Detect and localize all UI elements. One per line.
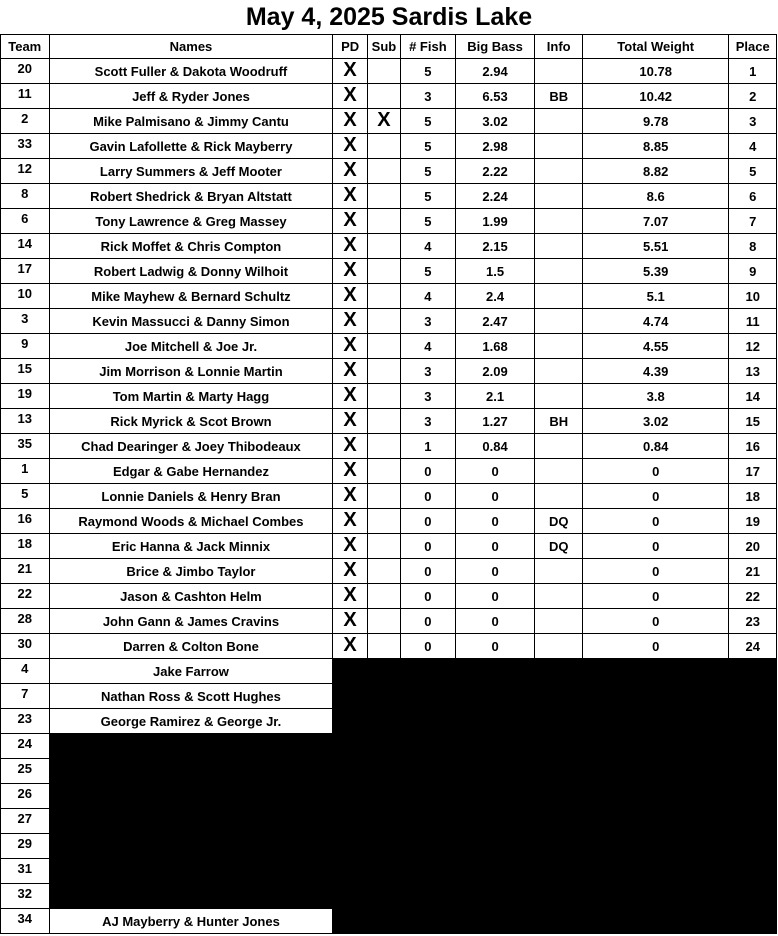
pd-mark: X (333, 609, 367, 634)
big-bass: 0.84 (455, 434, 535, 459)
big-bass: 2.94 (455, 59, 535, 84)
team-names: Darren & Colton Bone (49, 634, 333, 659)
fish-count: 4 (401, 284, 456, 309)
big-bass: 2.15 (455, 234, 535, 259)
team-number: 33 (1, 134, 50, 159)
team-names: Jason & Cashton Helm (49, 584, 333, 609)
table-row (1, 334, 777, 359)
team-names: Jeff & Ryder Jones (49, 84, 333, 109)
sub-mark (367, 209, 400, 234)
total-weight: 8.6 (582, 184, 729, 209)
table-row (1, 434, 777, 459)
info: BH (535, 409, 582, 434)
pd-mark: X (333, 534, 367, 559)
results-table (0, 34, 777, 934)
table-row (1, 284, 777, 309)
total-weight: 0.84 (582, 434, 729, 459)
total-weight: 0 (582, 484, 729, 509)
sub-mark (367, 509, 400, 534)
page-title: May 4, 2025 Sardis Lake (245, 3, 533, 31)
pd-mark: X (333, 184, 367, 209)
info (535, 359, 582, 384)
fish-count: 0 (401, 534, 456, 559)
sub-mark (367, 259, 400, 284)
pd-mark: X (333, 209, 367, 234)
table-row (1, 459, 777, 484)
info (535, 209, 582, 234)
team-number: 30 (1, 634, 50, 659)
sub-mark (367, 84, 400, 109)
table-row (1, 184, 777, 209)
table-row (1, 534, 777, 559)
header-row (1, 35, 777, 59)
place: 11 (729, 309, 777, 334)
sub-mark (367, 334, 400, 359)
info (535, 109, 582, 134)
total-weight: 4.55 (582, 334, 729, 359)
table-row (1, 59, 777, 84)
table-row (1, 84, 777, 109)
info (535, 609, 582, 634)
table-row (1, 584, 777, 609)
big-bass: 0 (455, 484, 535, 509)
info (535, 459, 582, 484)
team-names: Kevin Massucci & Danny Simon (49, 309, 333, 334)
header-total-weight: Total Weight (582, 35, 729, 59)
pd-mark: X (333, 309, 367, 334)
total-weight: 9.78 (582, 109, 729, 134)
header-big-bass: Big Bass (455, 35, 535, 59)
header-info: Info (535, 35, 582, 59)
header-pd: PD (333, 35, 367, 59)
total-weight: 0 (582, 559, 729, 584)
team-names: Jim Morrison & Lonnie Martin (49, 359, 333, 384)
place: 23 (729, 609, 777, 634)
team-number: 17 (1, 259, 50, 284)
place: 6 (729, 184, 777, 209)
table-row (1, 134, 777, 159)
sub-mark (367, 634, 400, 659)
team-number: 1 (1, 459, 50, 484)
total-weight: 0 (582, 634, 729, 659)
big-bass: 2.24 (455, 184, 535, 209)
fish-count: 0 (401, 484, 456, 509)
info (535, 59, 582, 84)
team-names: Robert Ladwig & Donny Wilhoit (49, 259, 333, 284)
pd-mark: X (333, 334, 367, 359)
table-row (1, 559, 777, 584)
sub-mark: X (367, 109, 400, 134)
team-names: Larry Summers & Jeff Mooter (49, 159, 333, 184)
team-names (49, 859, 333, 884)
team-names: Mike Mayhew & Bernard Schultz (49, 284, 333, 309)
header-sub: Sub (367, 35, 400, 59)
team-names (49, 734, 333, 759)
place: 8 (729, 234, 777, 259)
team-number: 18 (1, 534, 50, 559)
table-row (1, 509, 777, 534)
big-bass: 0 (455, 534, 535, 559)
team-number: 28 (1, 609, 50, 634)
team-names: Rick Myrick & Scot Brown (49, 409, 333, 434)
place: 15 (729, 409, 777, 434)
sub-mark (367, 434, 400, 459)
place: 16 (729, 434, 777, 459)
big-bass: 6.53 (455, 84, 535, 109)
team-names: Joe Mitchell & Joe Jr. (49, 334, 333, 359)
pd-mark: X (333, 509, 367, 534)
team-number: 3 (1, 309, 50, 334)
fish-count: 5 (401, 259, 456, 284)
team-number: 6 (1, 209, 50, 234)
fish-count: 0 (401, 584, 456, 609)
team-number: 10 (1, 284, 50, 309)
total-weight: 5.51 (582, 234, 729, 259)
team-number: 22 (1, 584, 50, 609)
team-number: 26 (1, 784, 50, 809)
fish-count: 0 (401, 509, 456, 534)
big-bass: 0 (455, 609, 535, 634)
info (535, 584, 582, 609)
pd-mark: X (333, 84, 367, 109)
sub-mark (367, 584, 400, 609)
header-names: Names (49, 35, 333, 59)
team-number: 19 (1, 384, 50, 409)
big-bass: 1.68 (455, 334, 535, 359)
big-bass: 2.47 (455, 309, 535, 334)
team-number: 9 (1, 334, 50, 359)
team-number: 29 (1, 834, 50, 859)
total-weight: 3.8 (582, 384, 729, 409)
table-row (1, 109, 777, 134)
table-row (1, 159, 777, 184)
team-number: 11 (1, 84, 50, 109)
info (535, 259, 582, 284)
team-number: 25 (1, 759, 50, 784)
place: 9 (729, 259, 777, 284)
total-weight: 5.1 (582, 284, 729, 309)
place: 17 (729, 459, 777, 484)
pd-mark: X (333, 159, 367, 184)
blank-area (333, 659, 777, 934)
fish-count: 0 (401, 559, 456, 584)
pd-mark: X (333, 134, 367, 159)
sub-mark (367, 609, 400, 634)
team-names: Gavin Lafollette & Rick Mayberry (49, 134, 333, 159)
team-number: 13 (1, 409, 50, 434)
fish-count: 5 (401, 209, 456, 234)
total-weight: 0 (582, 459, 729, 484)
team-number: 32 (1, 884, 50, 909)
team-number: 27 (1, 809, 50, 834)
place: 20 (729, 534, 777, 559)
pd-mark: X (333, 384, 367, 409)
place: 10 (729, 284, 777, 309)
team-names: Nathan Ross & Scott Hughes (49, 684, 333, 709)
pd-mark: X (333, 634, 367, 659)
team-names: Tony Lawrence & Greg Massey (49, 209, 333, 234)
sub-mark (367, 309, 400, 334)
big-bass: 2.09 (455, 359, 535, 384)
big-bass: 0 (455, 634, 535, 659)
team-number: 14 (1, 234, 50, 259)
info (535, 484, 582, 509)
sub-mark (367, 134, 400, 159)
big-bass: 0 (455, 509, 535, 534)
team-number: 21 (1, 559, 50, 584)
team-names: Jake Farrow (49, 659, 333, 684)
big-bass: 2.98 (455, 134, 535, 159)
info (535, 159, 582, 184)
team-names (49, 809, 333, 834)
info: BB (535, 84, 582, 109)
fish-count: 3 (401, 309, 456, 334)
team-number: 12 (1, 159, 50, 184)
total-weight: 10.42 (582, 84, 729, 109)
sub-mark (367, 534, 400, 559)
place: 3 (729, 109, 777, 134)
table-row (1, 409, 777, 434)
pd-mark: X (333, 259, 367, 284)
team-names (49, 759, 333, 784)
table-row (1, 359, 777, 384)
fish-count: 3 (401, 84, 456, 109)
fish-count: 4 (401, 234, 456, 259)
info (535, 384, 582, 409)
team-number: 8 (1, 184, 50, 209)
team-names: Tom Martin & Marty Hagg (49, 384, 333, 409)
team-names: Lonnie Daniels & Henry Bran (49, 484, 333, 509)
team-names: Brice & Jimbo Taylor (49, 559, 333, 584)
pd-mark: X (333, 434, 367, 459)
team-number: 15 (1, 359, 50, 384)
fish-count: 4 (401, 334, 456, 359)
big-bass: 0 (455, 559, 535, 584)
table-row (1, 634, 777, 659)
pd-mark: X (333, 59, 367, 84)
total-weight: 7.07 (582, 209, 729, 234)
place: 21 (729, 559, 777, 584)
table-row (1, 259, 777, 284)
info (535, 334, 582, 359)
pd-mark: X (333, 359, 367, 384)
info: DQ (535, 534, 582, 559)
sub-mark (367, 459, 400, 484)
info: DQ (535, 509, 582, 534)
table-row (1, 484, 777, 509)
table-row (1, 609, 777, 634)
total-weight: 8.85 (582, 134, 729, 159)
info (535, 234, 582, 259)
info (535, 559, 582, 584)
place: 22 (729, 584, 777, 609)
team-number: 24 (1, 734, 50, 759)
place: 7 (729, 209, 777, 234)
info (535, 184, 582, 209)
pd-mark: X (333, 234, 367, 259)
header-team: Team (1, 35, 50, 59)
team-number: 34 (1, 909, 50, 934)
big-bass: 2.4 (455, 284, 535, 309)
team-number: 31 (1, 859, 50, 884)
big-bass: 2.1 (455, 384, 535, 409)
sub-mark (367, 184, 400, 209)
header-fish: # Fish (401, 35, 456, 59)
team-names: AJ Mayberry & Hunter Jones (49, 909, 333, 934)
sub-mark (367, 409, 400, 434)
total-weight: 0 (582, 534, 729, 559)
team-names: Edgar & Gabe Hernandez (49, 459, 333, 484)
fish-count: 3 (401, 409, 456, 434)
fish-count: 0 (401, 634, 456, 659)
total-weight: 0 (582, 509, 729, 534)
sub-mark (367, 484, 400, 509)
team-names: Chad Dearinger & Joey Thibodeaux (49, 434, 333, 459)
team-names: Scott Fuller & Dakota Woodruff (49, 59, 333, 84)
place: 12 (729, 334, 777, 359)
table-row (1, 309, 777, 334)
big-bass: 0 (455, 584, 535, 609)
total-weight: 4.74 (582, 309, 729, 334)
big-bass: 1.5 (455, 259, 535, 284)
team-names: George Ramirez & George Jr. (49, 709, 333, 734)
team-number: 20 (1, 59, 50, 84)
total-weight: 0 (582, 609, 729, 634)
team-names: Robert Shedrick & Bryan Altstatt (49, 184, 333, 209)
fish-count: 3 (401, 359, 456, 384)
team-names: Raymond Woods & Michael Combes (49, 509, 333, 534)
table-row (1, 234, 777, 259)
big-bass: 3.02 (455, 109, 535, 134)
place: 5 (729, 159, 777, 184)
big-bass: 1.27 (455, 409, 535, 434)
fish-count: 5 (401, 159, 456, 184)
sub-mark (367, 384, 400, 409)
place: 24 (729, 634, 777, 659)
place: 2 (729, 84, 777, 109)
sub-mark (367, 359, 400, 384)
fish-count: 5 (401, 109, 456, 134)
info (535, 284, 582, 309)
team-names (49, 834, 333, 859)
header-place: Place (729, 35, 777, 59)
pd-mark: X (333, 484, 367, 509)
team-names: Rick Moffet & Chris Compton (49, 234, 333, 259)
fish-count: 3 (401, 384, 456, 409)
big-bass: 0 (455, 459, 535, 484)
team-number: 7 (1, 684, 50, 709)
pd-mark: X (333, 409, 367, 434)
info (535, 634, 582, 659)
place: 18 (729, 484, 777, 509)
pd-mark: X (333, 584, 367, 609)
table-row (1, 209, 777, 234)
sub-mark (367, 159, 400, 184)
total-weight: 10.78 (582, 59, 729, 84)
fish-count: 0 (401, 609, 456, 634)
place: 1 (729, 59, 777, 84)
team-number: 5 (1, 484, 50, 509)
total-weight: 8.82 (582, 159, 729, 184)
info (535, 309, 582, 334)
total-weight: 5.39 (582, 259, 729, 284)
team-names: John Gann & James Cravins (49, 609, 333, 634)
team-names (49, 884, 333, 909)
pd-mark: X (333, 559, 367, 584)
table-row (1, 659, 777, 684)
team-number: 23 (1, 709, 50, 734)
team-number: 2 (1, 109, 50, 134)
place: 4 (729, 134, 777, 159)
total-weight: 0 (582, 584, 729, 609)
team-names: Mike Palmisano & Jimmy Cantu (49, 109, 333, 134)
team-number: 35 (1, 434, 50, 459)
fish-count: 1 (401, 434, 456, 459)
fish-count: 5 (401, 184, 456, 209)
fish-count: 5 (401, 134, 456, 159)
sub-mark (367, 559, 400, 584)
fish-count: 0 (401, 459, 456, 484)
sub-mark (367, 59, 400, 84)
team-names (49, 784, 333, 809)
pd-mark: X (333, 109, 367, 134)
fish-count: 5 (401, 59, 456, 84)
table-row (1, 384, 777, 409)
place: 14 (729, 384, 777, 409)
sub-mark (367, 234, 400, 259)
info (535, 434, 582, 459)
place: 13 (729, 359, 777, 384)
team-number: 16 (1, 509, 50, 534)
total-weight: 3.02 (582, 409, 729, 434)
pd-mark: X (333, 284, 367, 309)
big-bass: 2.22 (455, 159, 535, 184)
sub-mark (367, 284, 400, 309)
place: 19 (729, 509, 777, 534)
big-bass: 1.99 (455, 209, 535, 234)
info (535, 134, 582, 159)
team-number: 4 (1, 659, 50, 684)
total-weight: 4.39 (582, 359, 729, 384)
team-names: Eric Hanna & Jack Minnix (49, 534, 333, 559)
pd-mark: X (333, 459, 367, 484)
